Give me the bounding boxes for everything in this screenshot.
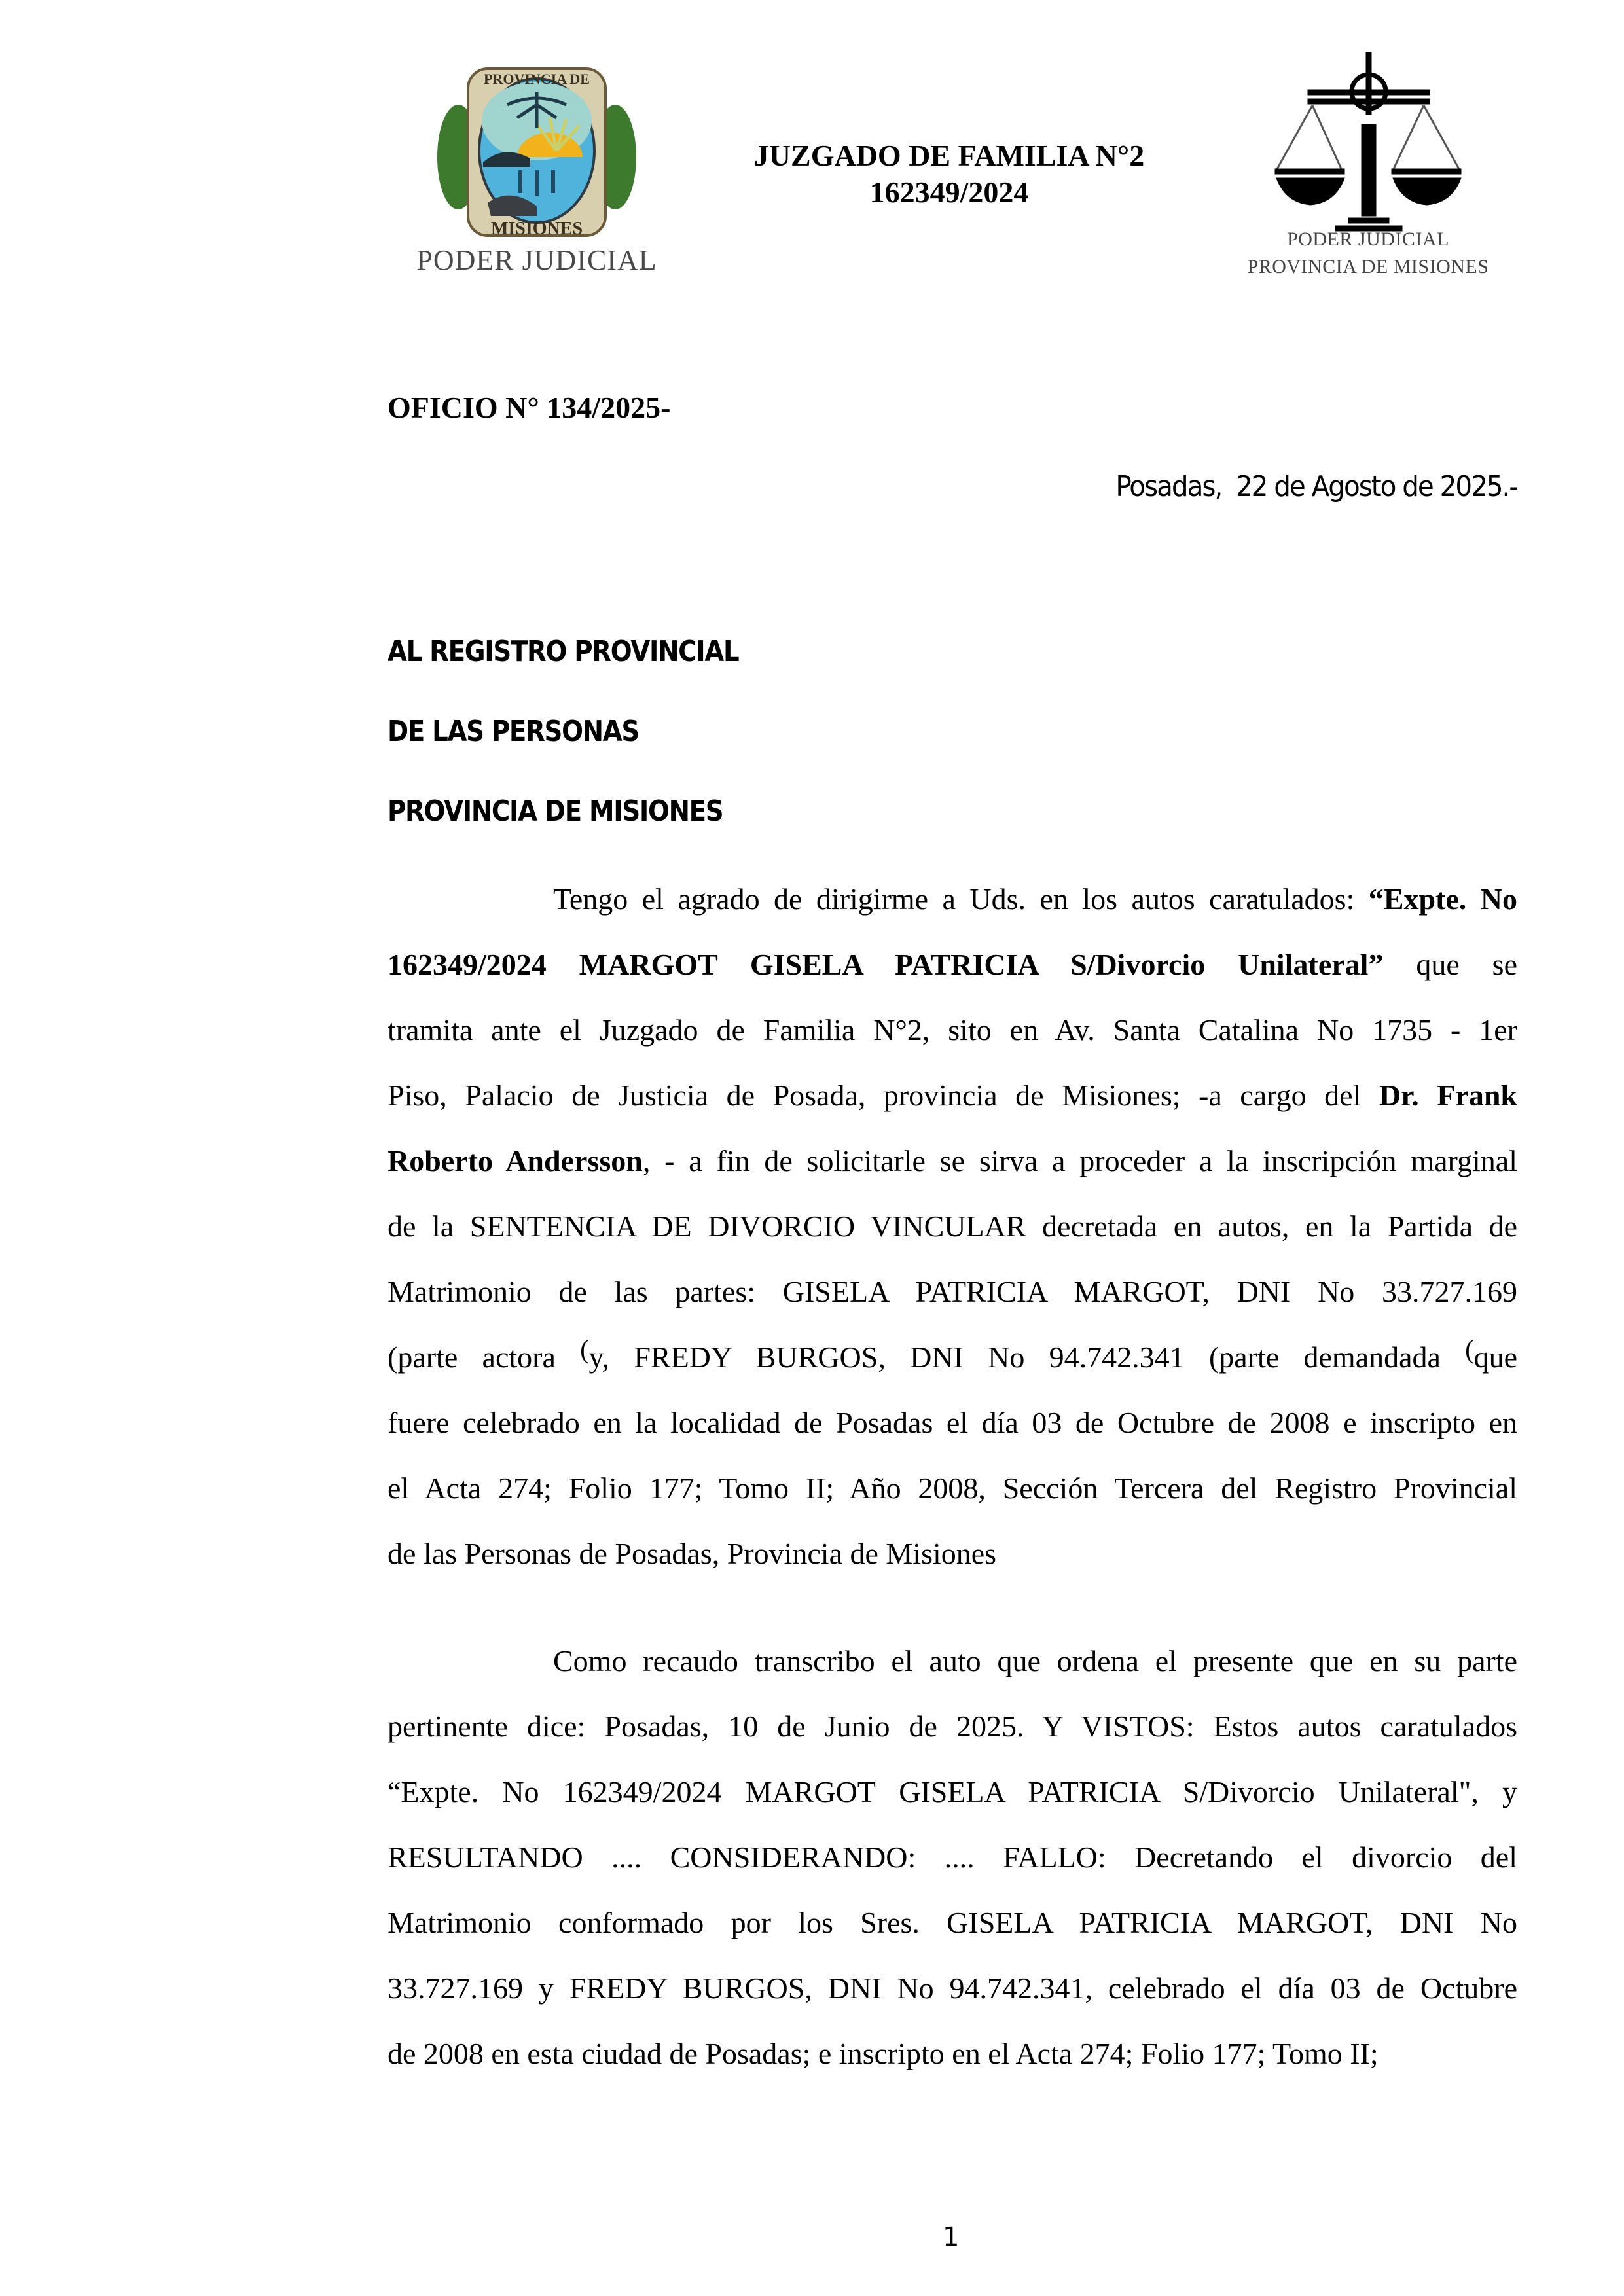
addressee-line-2: DE LAS PERSONAS xyxy=(388,715,639,748)
bold-text-segment: Dr. Frank xyxy=(1379,1079,1517,1112)
paragraph-line xyxy=(388,1535,1517,1572)
bold-text-segment: 162349/2024 MARGOT GISELA PATRICIA S/Divorcio Unilateral” xyxy=(388,948,1384,981)
paragraph-line xyxy=(388,1970,1517,2007)
paragraph-line xyxy=(553,881,1517,918)
left-logo-caption: PODER JUDICIAL xyxy=(416,244,657,276)
text-segment: ( xyxy=(580,1335,589,1364)
paragraph-line xyxy=(388,1708,1517,1745)
text-segment: Matrimonio conformado por los Sres. GISELA PATRICIA MARGOT, DNI No xyxy=(388,1906,1517,1939)
text-segment: RESULTANDO .... CONSIDERANDO: .... FALLO: Decretando el divorcio del xyxy=(388,1840,1517,1874)
paragraph-line xyxy=(388,1774,1517,1810)
bold-text-segment: “Expte. No xyxy=(1368,882,1517,916)
svg-text:PROVINCIA DE: PROVINCIA DE xyxy=(484,71,590,87)
paragraph-line xyxy=(388,1335,1517,1377)
paragraph-line xyxy=(388,1905,1517,1941)
paragraph-line xyxy=(388,946,1517,983)
case-number: 162349/2024 xyxy=(869,175,1029,209)
paragraph-line xyxy=(388,1470,1517,1507)
right-logo-caption-line1: PODER JUDICIAL xyxy=(1287,228,1449,250)
paragraph-line xyxy=(388,1077,1517,1114)
text-segment: (parte actora xyxy=(388,1340,581,1374)
right-logo-caption-line2: PROVINCIA DE MISIONES xyxy=(1247,256,1489,278)
text-segment: Tengo el agrado de dirigirme a Uds. en los autos caratulados: xyxy=(553,882,1369,916)
date-line: Posadas, 22 de Agosto de 2025.- xyxy=(1115,470,1517,503)
paragraph-line xyxy=(388,1274,1517,1310)
paragraph-line xyxy=(388,1405,1517,1441)
text-segment: , - a fin de solicitarle se sirva a proceder a la inscripción marginal xyxy=(642,1144,1517,1177)
paragraph-line xyxy=(388,1143,1517,1179)
text-segment: 33.727.169 y FREDY BURGOS, DNI No 94.742.341, celebrado el día 03 de Octubre xyxy=(388,1971,1517,2005)
text-segment: de 2008 en esta ciudad de Posadas; e inscripto en el Acta 274; Folio 177; Tomo II; xyxy=(388,2037,1379,2070)
paragraph-line xyxy=(388,2036,1517,2072)
paragraph-line xyxy=(388,1012,1517,1049)
text-segment: “Expte. No 162349/2024 MARGOT GISELA PATRICIA S/Divorcio Unilateral", y xyxy=(388,1775,1517,1808)
text-segment: y, FREDY BURGOS, DNI No 94.742.341 (parte demandada xyxy=(588,1340,1466,1374)
text-segment: Como recaudo transcribo el auto que ordena el presente que en su parte xyxy=(553,1644,1517,1677)
text-segment: que se xyxy=(1383,948,1517,981)
paragraph-line xyxy=(388,1208,1517,1245)
svg-text:MISIONES: MISIONES xyxy=(490,219,583,239)
page-number: 1 xyxy=(943,2222,960,2252)
text-segment: que xyxy=(1473,1340,1517,1374)
text-segment: de las Personas de Posadas, Provincia de Misiones xyxy=(388,1537,997,1570)
bold-text-segment: Roberto Andersson xyxy=(388,1144,643,1177)
court-name: JUZGADO DE FAMILIA N°2 xyxy=(753,139,1145,172)
text-segment: Piso, Palacio de Justicia de Posada, provincia de Misiones; -a cargo del xyxy=(388,1079,1379,1112)
text-segment: de la SENTENCIA DE DIVORCIO VINCULAR decretada en autos, en la Partida de xyxy=(388,1210,1517,1243)
paragraph-line xyxy=(388,1839,1517,1876)
court-header xyxy=(687,137,1211,211)
text-segment: ( xyxy=(1465,1335,1474,1364)
text-segment: pertinente dice: Posadas, 10 de Junio de 2025. Y VISTOS: Estos autos caratulados xyxy=(388,1710,1517,1743)
right-logo-caption xyxy=(1231,226,1506,281)
addressee-line-1: AL REGISTRO PROVINCIAL xyxy=(388,635,739,668)
text-segment: fuere celebrado en la localidad de Posadas el día 03 de Octubre de 2008 e inscripto en xyxy=(388,1406,1517,1439)
oficio-number: OFICIO N° 134/2025- xyxy=(388,391,671,424)
text-segment: el Acta 274; Folio 177; Tomo II; Año 2008, Sección Tercera del Registro Provincial xyxy=(388,1471,1517,1505)
text-segment: Matrimonio de las partes: GISELA PATRICIA MARGOT, DNI No 33.727.169 xyxy=(388,1275,1517,1308)
text-segment: tramita ante el Juzgado de Familia N°2, sito en Av. Santa Catalina No 1735 - 1er xyxy=(388,1013,1517,1047)
paragraph-line xyxy=(553,1643,1517,1679)
addressee-line-3: PROVINCIA DE MISIONES xyxy=(388,795,723,828)
